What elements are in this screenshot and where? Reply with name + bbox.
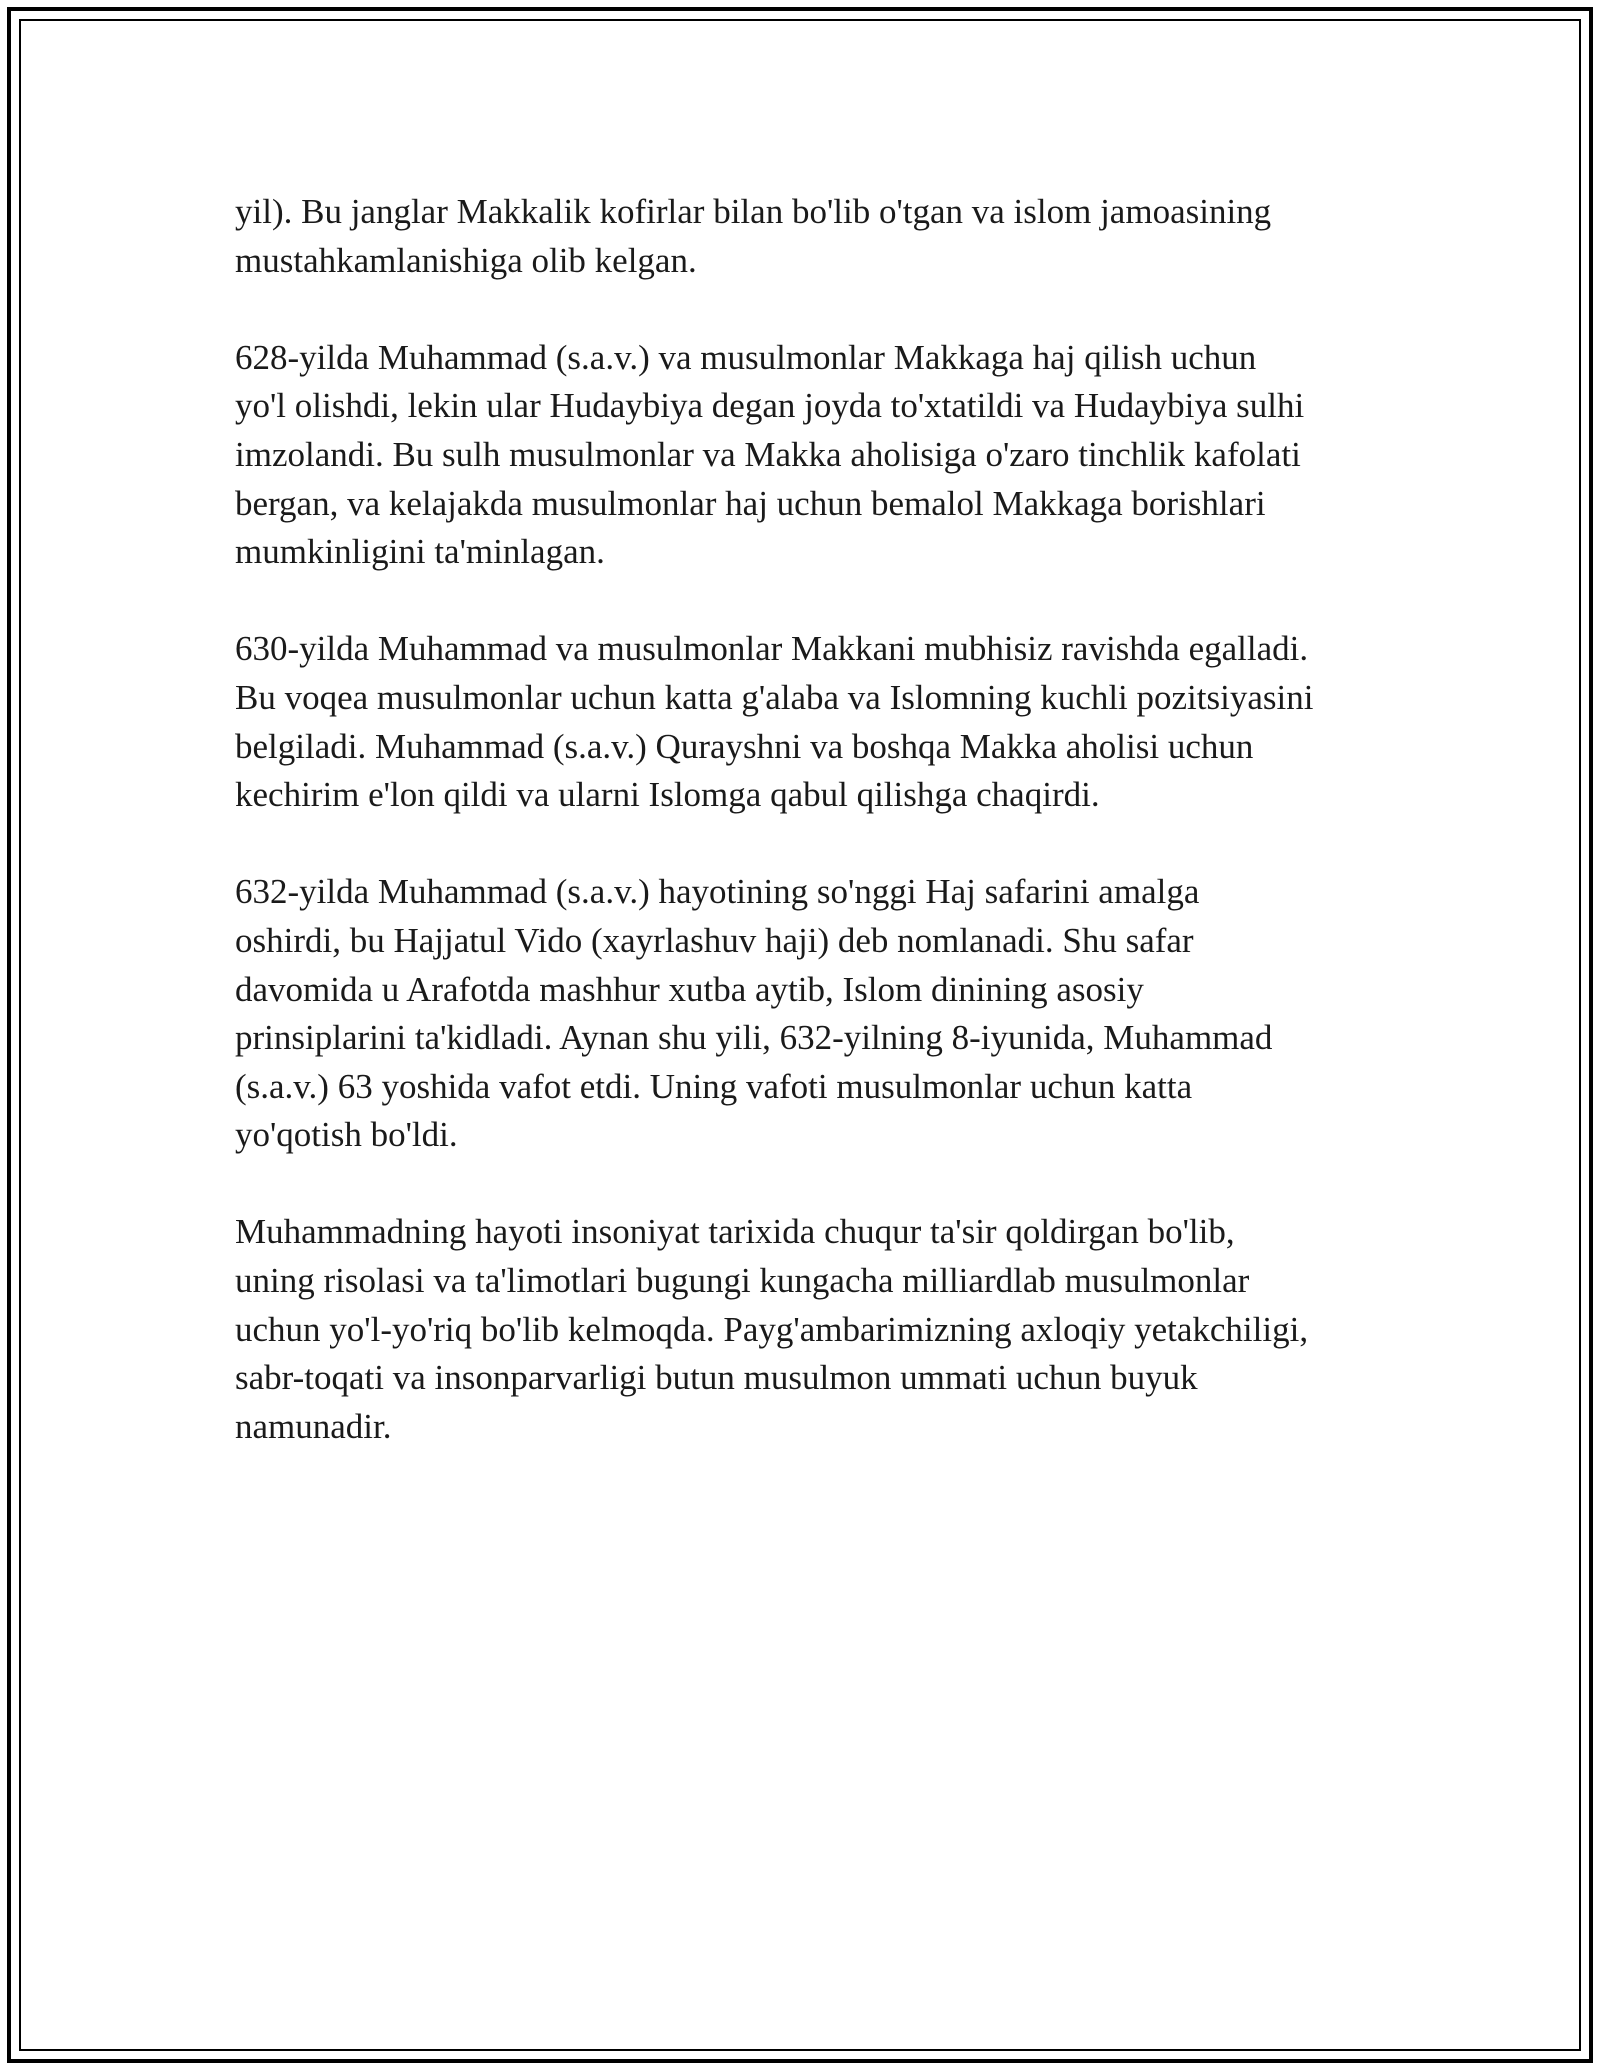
paragraph-2: 628-yilda Muhammad (s.a.v.) va musulmonlar Makkaga haj qilish uchun yo'l olishdi, lekin ular Hudaybiya degan joyda to'xtatildi va Hudaybiya sulhi imzolandi. Bu sulh musulmonlar va Makka aholisiga o'zaro tinchlik kafolati bergan, va kelajakda musulmonlar haj uchun bemalol Makkaga borishlari mumkinligini ta'minlagan. bbox=[235, 337, 1305, 572]
document-body bbox=[235, 188, 1375, 1451]
paragraph-3: 630-yilda Muhammad va musulmonlar Makkani mubhisiz ravishda egalladi. Bu voqea musulmonlar uchun katta g'alaba va Islomning kuchli pozitsiyasini belgiladi. Muhammad (s.a.v.) Qurayshni va boshqa Makka aholisi uchun kechirim e'lon qildi va ularni Islomga qabul qilishga chaqirdi. bbox=[235, 629, 1314, 815]
paragraph-1: yil). Bu janglar Makkalik kofirlar bilan bo'lib o'tgan va islom jamoasining mustahkamlanishiga olib kelgan. bbox=[235, 192, 1272, 280]
paragraph-4: 632-yilda Muhammad (s.a.v.) hayotining so'nggi Haj safarini amalga oshirdi, bu Hajjatul Vido (xayrlashuv haji) deb nomlanadi. Shu safar davomida u Arafotda mashhur xutba aytib, Islom dinining asosiy prinsiplarini ta'kidladi. Aynan shu yili, 632-yilning 8-iyunida, Muhammad (s.a.v.) 63 yoshida vafot etdi. Uning vafoti musulmonlar uchun katta yo'qotish bo'ldi. bbox=[235, 872, 1273, 1155]
paragraph-5: Muhammadning hayoti insoniyat tarixida chuqur ta'sir qoldirgan bo'lib, uning risolasi va ta'limotlari bugungi kungacha milliardlab musulmonlar uchun yo'l-yo'riq bo'lib kelmoqda. Payg'ambarimizning axloqiy yetakchiligi, sabr-toqati va insonparvarligi butun musulmon ummati uchun buyuk namunadir. bbox=[235, 1212, 1309, 1446]
